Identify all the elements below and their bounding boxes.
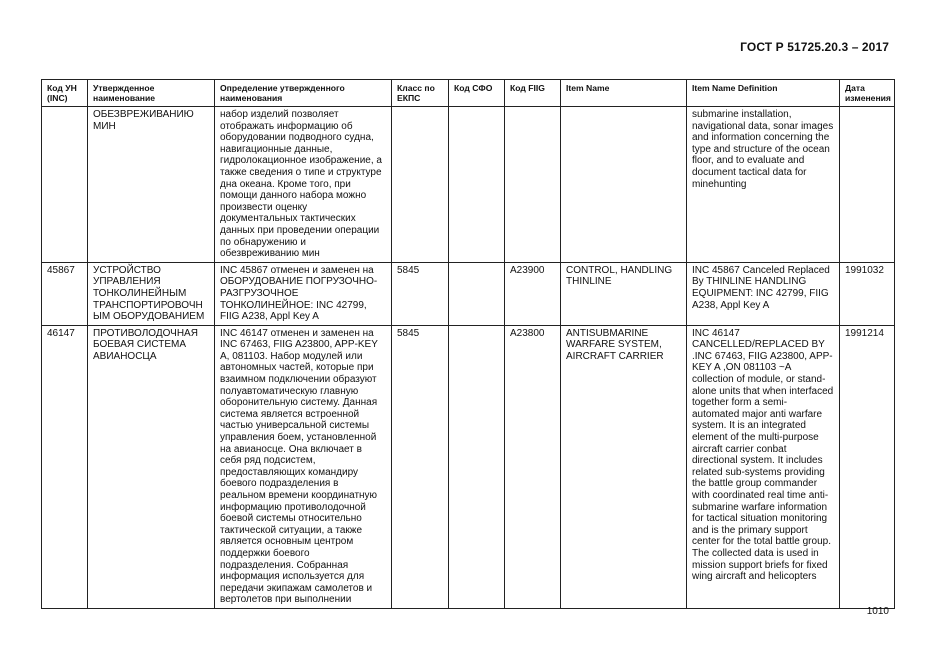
cell-approved-name: ПРОТИВОЛОДОЧНАЯ БОЕВАЯ СИСТЕМА АВИАНОСЦА bbox=[88, 325, 215, 608]
cell-approved-definition: набор изделий позволяет отображать информацию об оборудовании подводного судна, навигационные данные, гидролокационное изображение, а также сведения о типе и структуре дна океана. Кроме того, при помощи данного набора можно произвести оценку документальных тактических данных при проведении операции по обнаружению и обезвреживанию мин bbox=[215, 107, 392, 263]
cell-fiig-code: A23800 bbox=[505, 325, 561, 608]
page-number: 1010 bbox=[866, 606, 889, 617]
table-row bbox=[42, 107, 895, 263]
table-row bbox=[42, 262, 895, 325]
cell-change-date bbox=[840, 107, 895, 263]
header-sfo-code: Код СФО bbox=[449, 80, 505, 107]
table-header-row bbox=[42, 80, 895, 107]
cell-change-date: 1991032 bbox=[840, 262, 895, 325]
cell-item-name-definition: INC 46147 CANCELLED/REPLACED BY .INC 67463, FIIG A23800, APP- KEY A ,ON 081103 ~A collection of module, or stand- alone units that when interfaced together form a semi- automated major anti warfare system. It is an integrated element of the multi-purpose aircraft carrier conbat directional system. It includes related sub-systems providing the battle group commander with coordinated real time anti- submarine warfare information for tactical situation monitoring and is the primary support center for the total battle group. The collected data is used in mission support briefs for fixed wing aircraft and helicopters bbox=[687, 325, 840, 608]
header-change-date: Дата изменения bbox=[840, 80, 895, 107]
cell-inc: 46147 bbox=[42, 325, 88, 608]
header-ekps-class: Класс по ЕКПС bbox=[392, 80, 449, 107]
cell-fiig-code bbox=[505, 107, 561, 263]
cell-item-name-definition: submarine installation, navigational data, sonar images and information concerning the type and structure of the ocean floor, and to evaluate and document tactical data for minehunting bbox=[687, 107, 840, 263]
header-approved-definition: Определение утвержденного наименования bbox=[215, 80, 392, 107]
header-fiig-code: Код FIIG bbox=[505, 80, 561, 107]
cell-approved-name: ОБЕЗВРЕЖИВАНИЮ МИН bbox=[88, 107, 215, 263]
cell-inc bbox=[42, 107, 88, 263]
cell-change-date: 1991214 bbox=[840, 325, 895, 608]
cell-sfo-code bbox=[449, 107, 505, 263]
cell-sfo-code bbox=[449, 262, 505, 325]
catalog-table bbox=[41, 79, 895, 609]
header-item-name-definition: Item Name Definition bbox=[687, 80, 840, 107]
cell-ekps-class: 5845 bbox=[392, 325, 449, 608]
document-standard-number: ГОСТ Р 51725.20.3 – 2017 bbox=[740, 40, 889, 54]
cell-ekps-class bbox=[392, 107, 449, 263]
cell-approved-definition: INC 45867 отменен и заменен на ОБОРУДОВАНИЕ ПОГРУЗОЧНО- РАЗГРУЗОЧНОЕ ТОНКОЛИНЕЙНОЕ: INC 42799, FIIG A238, Appl Key A bbox=[215, 262, 392, 325]
cell-sfo-code bbox=[449, 325, 505, 608]
cell-fiig-code: A23900 bbox=[505, 262, 561, 325]
cell-item-name: ANTISUBMARINE WARFARE SYSTEM, AIRCRAFT CARRIER bbox=[561, 325, 687, 608]
cell-ekps-class: 5845 bbox=[392, 262, 449, 325]
header-approved-name: Утвержденное наименование bbox=[88, 80, 215, 107]
cell-item-name: CONTROL, HANDLING THINLINE bbox=[561, 262, 687, 325]
table-row bbox=[42, 325, 895, 608]
cell-approved-definition: INC 46147 отменен и заменен на INC 67463, FIIG A23800, APP-KEY A, 081103. Набор модулей или автономных частей, которые при взаимном подключении образуют полуавтоматическую главную оборонительную систему. Данная система является встроенной частью универсальной системы управления боем, установленной на авианосце. Она включает в себя ряд подсистем, предоставляющих командиру боевого подразделения в реальном времени координатную информацию противолодочной боевой системы относительно тактической ситуации, а также является основным центром поддержки боевого подразделения. Собранная информация используется для передачи экипажам самолетов и вертолетов при выполнении bbox=[215, 325, 392, 608]
header-inc: Код УН (INC) bbox=[42, 80, 88, 107]
cell-item-name bbox=[561, 107, 687, 263]
header-item-name: Item Name bbox=[561, 80, 687, 107]
cell-inc: 45867 bbox=[42, 262, 88, 325]
cell-approved-name: УСТРОЙСТВО УПРАВЛЕНИЯ ТОНКОЛИНЕЙНЫМ ТРАНСПОРТИРОВОЧН ЫМ ОБОРУДОВАНИЕМ bbox=[88, 262, 215, 325]
cell-item-name-definition: INC 45867 Canceled Replaced By THINLINE HANDLING EQUIPMENT: INC 42799, FIIG A238, Appl Key A bbox=[687, 262, 840, 325]
